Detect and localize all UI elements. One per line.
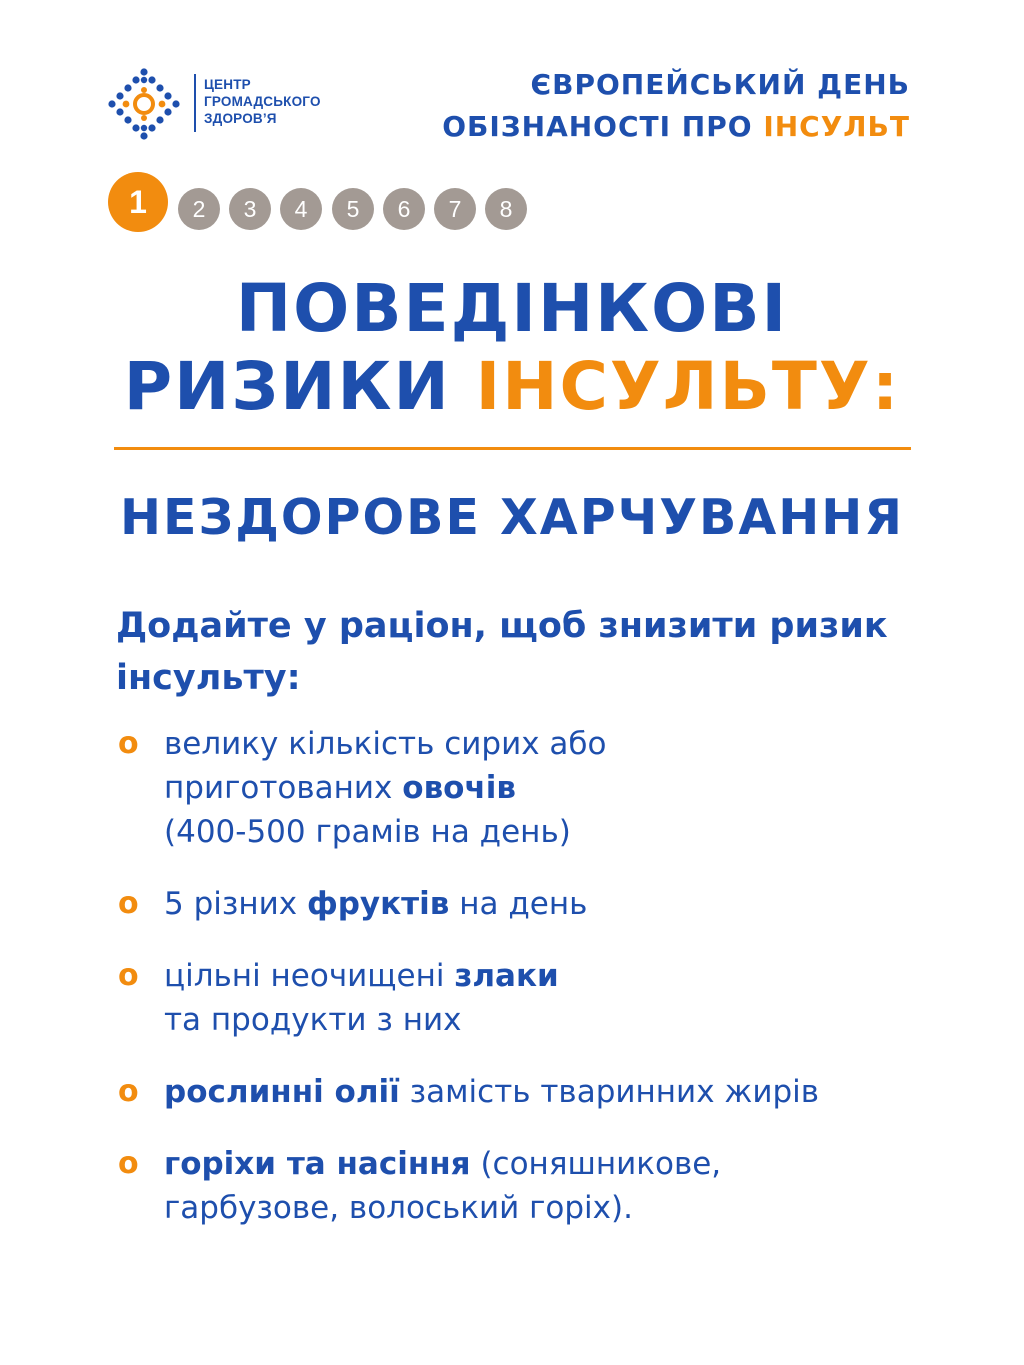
section-subtitle: НЕЗДОРОВЕ ХАРЧУВАННЯ bbox=[119, 489, 905, 546]
page-dot-current: 1 bbox=[108, 172, 168, 232]
list-item-text: гарбузове, волоський горіх). bbox=[164, 1190, 633, 1226]
list-item bbox=[116, 954, 956, 1042]
list-item-text: приготованих bbox=[164, 770, 403, 806]
event-title-line-1: ЄВРОПЕЙСЬКИЙ ДЕНЬ bbox=[530, 68, 910, 101]
logo-divider bbox=[194, 74, 196, 132]
list-item-emphasis: рослинні олії bbox=[164, 1074, 400, 1110]
event-title-line-2 bbox=[442, 106, 910, 148]
page-title-accent: ІНСУЛЬТУ: bbox=[475, 348, 901, 425]
list-item-emphasis: фруктів bbox=[306, 886, 450, 922]
bullet-icon: o bbox=[118, 1074, 139, 1109]
page-title-line-2 bbox=[0, 348, 1024, 426]
list-item-text: цільні неочищені bbox=[164, 958, 455, 994]
list-item-line bbox=[164, 1186, 956, 1230]
page-dot: 2 bbox=[178, 188, 220, 230]
org-logo bbox=[104, 66, 334, 142]
list-item-line bbox=[164, 882, 956, 926]
org-name-line: ЦЕНТР bbox=[204, 77, 251, 92]
page-title bbox=[0, 270, 1024, 426]
org-name-line: ЗДОРОВ’Я bbox=[204, 111, 277, 126]
list-item bbox=[116, 722, 956, 854]
list-item-line bbox=[164, 766, 956, 810]
intro-text: Додайте у раціон, щоб знизити ризик інсульту: bbox=[116, 606, 888, 698]
page-dot: 3 bbox=[229, 188, 271, 230]
list-item-text: велику кількість сирих або bbox=[164, 726, 607, 762]
page-title-line-1: ПОВЕДІНКОВІ bbox=[235, 270, 789, 347]
list-item-line bbox=[164, 722, 956, 766]
list-item-line bbox=[164, 998, 956, 1042]
bullet-icon: o bbox=[118, 958, 139, 993]
page-dot: 6 bbox=[383, 188, 425, 230]
list-item-emphasis: горіхи та насіння bbox=[164, 1146, 471, 1182]
list-item-text: 5 різних bbox=[164, 886, 307, 922]
list-item-text: на день bbox=[449, 886, 588, 922]
list-item-line bbox=[164, 954, 956, 998]
list-item-text: та продукти з них bbox=[164, 1002, 462, 1038]
list-item bbox=[116, 882, 956, 926]
recommendation-list bbox=[116, 722, 956, 1258]
page-title-text: РИЗИКИ bbox=[123, 348, 476, 425]
org-name-line: ГРОМАДСЬКОГО bbox=[204, 94, 321, 109]
page-dot: 4 bbox=[280, 188, 322, 230]
bullet-icon: o bbox=[118, 1146, 139, 1181]
list-item-text: (соняшникове, bbox=[470, 1146, 722, 1182]
page-dot: 7 bbox=[434, 188, 476, 230]
bullet-icon: o bbox=[118, 886, 139, 921]
list-item bbox=[116, 1070, 956, 1114]
event-title-text: ОБІЗНАНОСТІ ПРО bbox=[442, 110, 764, 143]
list-item-line bbox=[164, 1070, 956, 1114]
event-title bbox=[442, 64, 910, 148]
dots-emblem-icon bbox=[104, 66, 184, 142]
org-name bbox=[204, 76, 321, 127]
bullet-icon: o bbox=[118, 726, 139, 761]
list-item-text: (400-500 грамів на день) bbox=[164, 814, 571, 850]
page-dot: 8 bbox=[485, 188, 527, 230]
list-item bbox=[116, 1142, 956, 1230]
page-dot: 5 bbox=[332, 188, 374, 230]
list-item-emphasis: овочів bbox=[402, 770, 517, 806]
list-item-line bbox=[164, 1142, 956, 1186]
list-item-text: замість тваринних жирів bbox=[399, 1074, 820, 1110]
list-item-emphasis: злаки bbox=[454, 958, 559, 994]
event-title-accent: ІНСУЛЬТ bbox=[763, 110, 910, 143]
list-item-line bbox=[164, 810, 956, 854]
divider bbox=[114, 447, 911, 450]
